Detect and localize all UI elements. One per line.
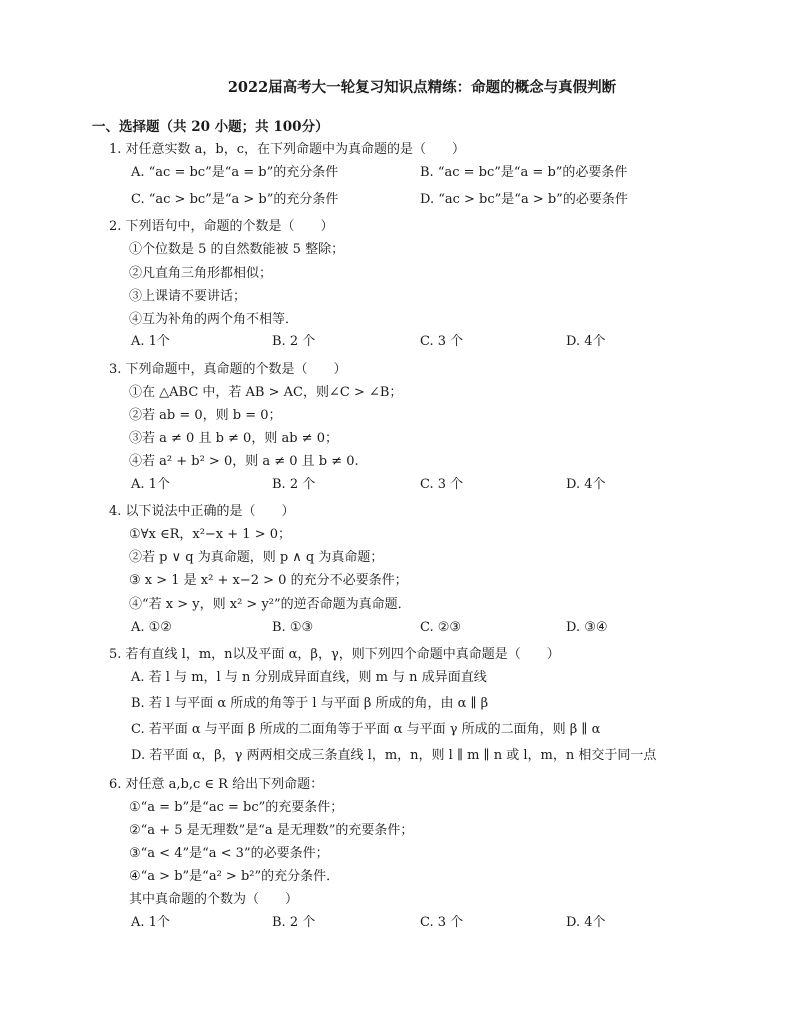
question-4-option-b[interactable]: B. ①③ <box>272 620 314 635</box>
question-3-option-d[interactable]: D. 4个 <box>566 477 606 492</box>
question-6-option-b[interactable]: B. 2 个 <box>272 915 316 930</box>
question-2-item: ②凡直角三角形都相似； <box>129 266 273 281</box>
question-6-option-c[interactable]: C. 3 个 <box>420 915 464 930</box>
question-4-item: ①∀x ∈R，x²−x + 1 > 0； <box>129 527 291 542</box>
question-6-option-a[interactable]: A. 1个 <box>131 915 170 930</box>
question-2-item: ①个位数是 5 的自然数能被 5 整除； <box>129 242 345 257</box>
question-2-option-a[interactable]: A. 1个 <box>131 334 170 349</box>
question-4-option-d[interactable]: D. ③④ <box>566 620 608 635</box>
question-3-stem: 3. 下列命题中，真命题的个数是（ ） <box>109 362 347 377</box>
question-2-option-b[interactable]: B. 2 个 <box>272 334 316 349</box>
question-5-option-a[interactable]: A. 若 l 与 m，l 与 n 分别成异面直线，则 m 与 n 成异面直线 <box>131 670 487 685</box>
question-5-option-d[interactable]: D. 若平面 α，β，γ 两两相交成三条直线 l，m，n，则 l ∥ m ∥ n 或 l，m，n 相交于同一点 <box>131 748 657 763</box>
question-6-item: ①“a = b”是“ac = bc”的充要条件； <box>129 800 344 815</box>
question-2-item: ③上课请不要讲话； <box>129 289 247 304</box>
question-1-option-a[interactable]: A. “ac = bc”是“a = b”的充分条件 <box>131 165 339 180</box>
question-6-option-d[interactable]: D. 4个 <box>566 915 606 930</box>
question-3-item: ④若 a² + b² > 0，则 a ≠ 0 且 b ≠ 0. <box>129 454 359 469</box>
question-4-stem: 4. 以下说法中正确的是（ ） <box>109 504 295 519</box>
question-4-item: ④“若 x > y，则 x² > y²”的逆否命题为真命题． <box>129 597 411 612</box>
section-heading: 一、选择题（共 20 小题；共 100分） <box>92 119 329 135</box>
question-1-option-c[interactable]: C. “ac > bc”是“a > b”的充分条件 <box>131 192 339 207</box>
question-2-option-d[interactable]: D. 4个 <box>566 334 606 349</box>
question-1-option-d[interactable]: D. “ac > bc”是“a > b”的必要条件 <box>420 192 628 207</box>
question-6-tail: 其中真命题的个数为（ ） <box>129 892 299 907</box>
question-5-stem: 5. 若有直线 l，m，n以及平面 α，β，γ，则下列四个命题中真命题是（ ） <box>109 647 560 662</box>
question-6-item: ④“a > b”是“a² > b²”的充分条件． <box>129 869 340 884</box>
question-3-option-b[interactable]: B. 2 个 <box>272 477 316 492</box>
question-4-item: ②若 p ∨ q 为真命题，则 p ∧ q 为真命题； <box>129 550 384 565</box>
question-2-item: ④互为补角的两个角不相等． <box>129 312 299 327</box>
question-1-stem: 1. 对任意实数 a，b，c，在下列命题中为真命题的是（ ） <box>109 142 466 157</box>
question-5-option-b[interactable]: B. 若 l 与平面 α 所成的角等于 l 与平面 β 所成的角，由 α ∥ β <box>131 696 489 711</box>
question-6-stem: 6. 对任意 a,b,c ∈ R 给出下列命题： <box>109 777 324 792</box>
question-4-option-a[interactable]: A. ①② <box>131 620 172 635</box>
question-4-item: ③ x > 1 是 x² + x−2 > 0 的充分不必要条件； <box>129 573 408 588</box>
page-title: 2022届高考大一轮复习知识点精练：命题的概念与真假判断 <box>227 79 617 96</box>
question-3-item: ③若 a ≠ 0 且 b ≠ 0，则 ab ≠ 0； <box>129 431 338 446</box>
question-2-stem: 2. 下列语句中，命题的个数是（ ） <box>109 219 334 234</box>
question-2-option-c[interactable]: C. 3 个 <box>420 334 464 349</box>
question-1-option-b[interactable]: B. “ac = bc”是“a = b”的必要条件 <box>420 165 628 180</box>
question-3-option-a[interactable]: A. 1个 <box>131 477 170 492</box>
question-3-option-c[interactable]: C. 3 个 <box>420 477 464 492</box>
question-3-item: ①在 △ABC 中，若 AB > AC，则∠C > ∠B； <box>129 385 403 400</box>
question-5-option-c[interactable]: C. 若平面 α 与平面 β 所成的二面角等于平面 α 与平面 γ 所成的二面角，则 β ∥ α <box>131 722 601 737</box>
question-6-item: ③“a < 4”是“a < 3”的必要条件； <box>129 846 329 861</box>
question-4-option-c[interactable]: C. ②③ <box>420 620 462 635</box>
question-6-item: ②“a + 5 是无理数”是“a 是无理数”的充要条件； <box>129 823 414 838</box>
question-3-item: ②若 ab = 0，则 b = 0； <box>129 408 282 423</box>
